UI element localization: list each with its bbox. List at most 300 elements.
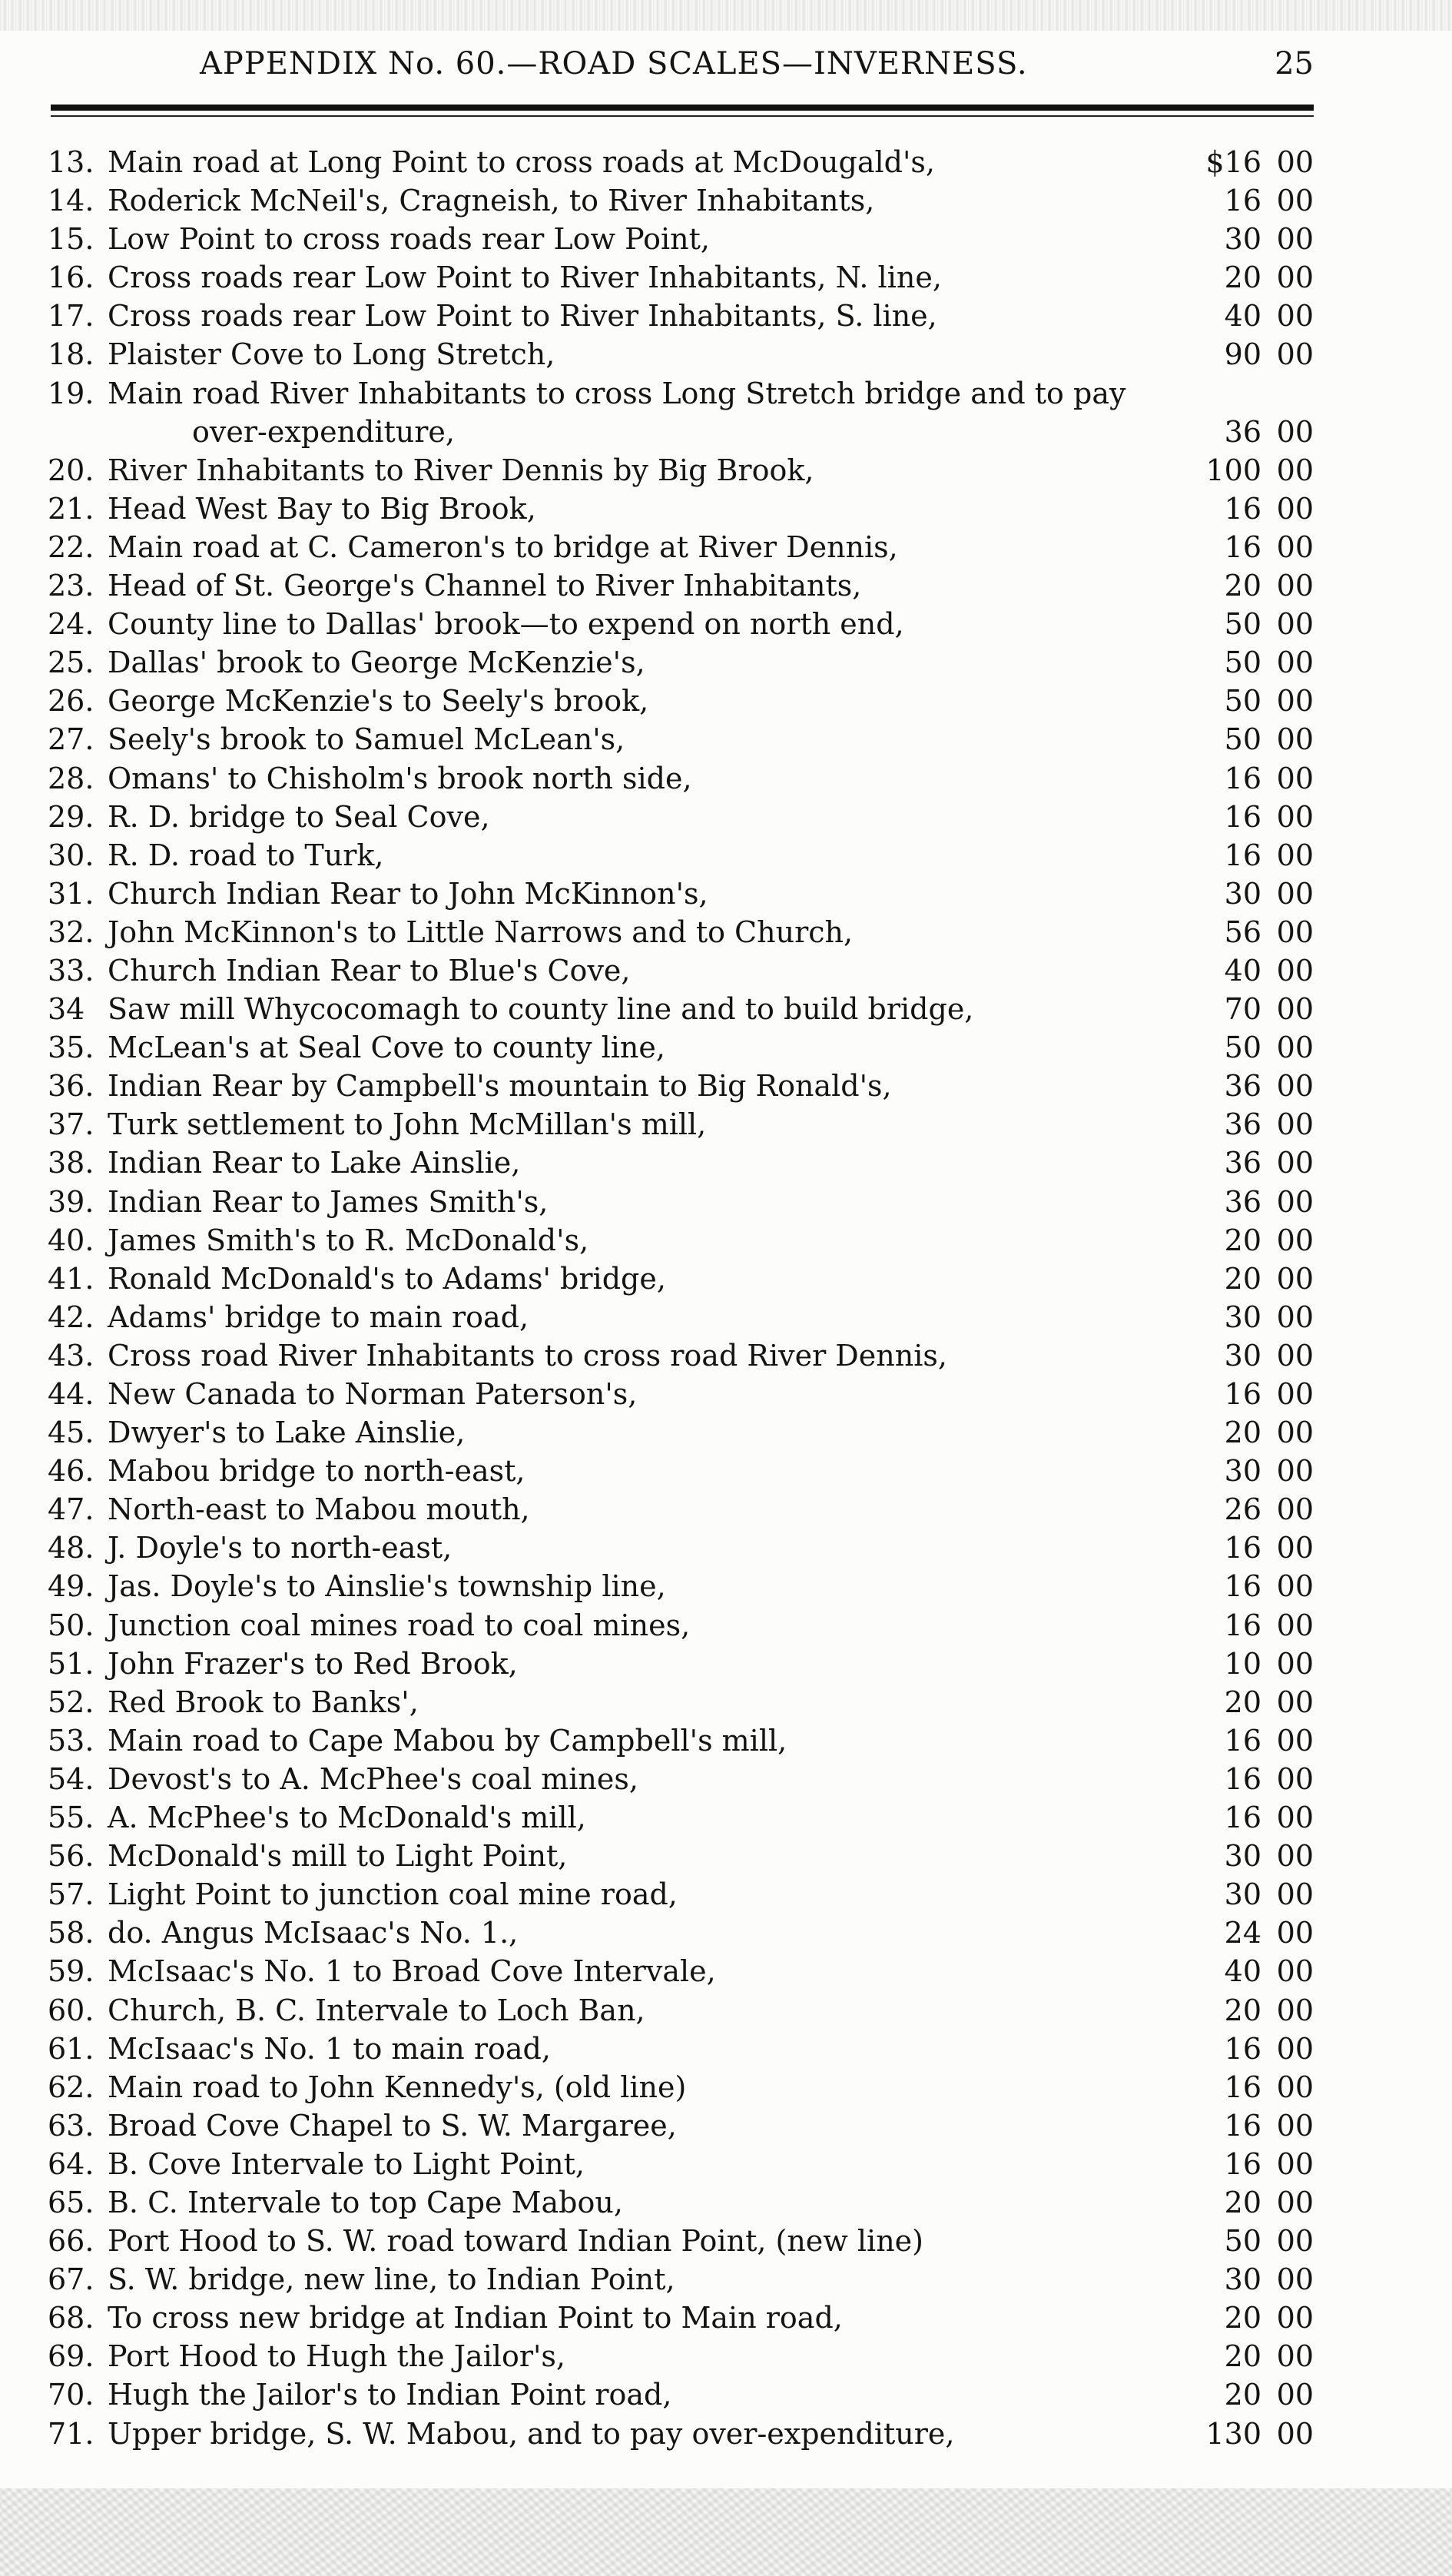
entry-amount-cents: 00: [1276, 1223, 1314, 1257]
entry-number: 62.: [48, 2070, 94, 2104]
entry-number: 27.: [48, 722, 94, 757]
entry-amount-cents: 00: [1276, 1338, 1314, 1373]
entry-description: Main road at C. Cameron's to bridge at River Dennis,: [108, 529, 898, 564]
entry-amount-dollars: 30: [1224, 1877, 1261, 1912]
entry-number: 66.: [48, 2224, 94, 2259]
table-row: [0, 1529, 1452, 1567]
entry-number: 55.: [48, 1801, 94, 1835]
entry-amount-dollars: 20: [1224, 1416, 1261, 1450]
table-row: [0, 1683, 1452, 1721]
entry-amount-dollars: 50: [1224, 722, 1261, 757]
entry-number: 61.: [48, 2031, 94, 2066]
entry-description: Port Hood to S. W. road toward Indian Point, (new line): [108, 2224, 923, 2259]
entry-amount-cents: 00: [1276, 1454, 1314, 1489]
table-row: [0, 1645, 1452, 1683]
header-rule-thick: [51, 105, 1314, 111]
bottom-print-noise: [0, 2488, 1452, 2576]
entry-number: 51.: [48, 1646, 94, 1681]
entry-amount-cents: 00: [1276, 1801, 1314, 1835]
entry-amount-cents: 00: [1276, 2378, 1314, 2412]
table-row: [0, 951, 1452, 990]
table-row: [0, 643, 1452, 682]
header-rule-thin: [51, 115, 1314, 117]
entry-description: James Smith's to R. McDonald's,: [108, 1223, 589, 1257]
entry-description: Low Point to cross roads rear Low Point,: [108, 222, 710, 257]
entry-amount-dollars: 20: [1224, 2339, 1261, 2374]
entry-amount-dollars: 40: [1224, 1954, 1261, 1989]
entry-number: 30.: [48, 838, 94, 872]
entry-description: Devost's to A. McPhee's coal mines,: [108, 1761, 638, 1796]
entry-amount-cents: 00: [1276, 1608, 1314, 1642]
table-row: [0, 1760, 1452, 1798]
entry-number: 42.: [48, 1300, 94, 1334]
entry-amount-cents: 00: [1276, 1300, 1314, 1334]
entry-amount-dollars: 36: [1224, 1146, 1261, 1180]
entry-amount-cents: 00: [1276, 1723, 1314, 1758]
entry-amount-dollars: 20: [1224, 1993, 1261, 2027]
table-row: [0, 1221, 1452, 1260]
entry-amount-dollars: 30: [1224, 2262, 1261, 2297]
entry-amount-dollars: 100: [1205, 453, 1261, 487]
entry-number: 63.: [48, 2108, 94, 2143]
entry-description: Church Indian Rear to Blue's Cove,: [108, 953, 631, 988]
entry-description: Ronald McDonald's to Adams' bridge,: [108, 1261, 666, 1296]
table-row: [0, 1375, 1452, 1413]
entry-description: Church, B. C. Intervale to Loch Ban,: [108, 1993, 645, 2027]
table-row: [0, 1067, 1452, 1105]
entry-amount-cents: 00: [1276, 876, 1314, 911]
entry-amount-dollars: 50: [1224, 2224, 1261, 2259]
header-title: APPENDIX No. 60.—ROAD SCALES—INVERNESS.: [200, 46, 1028, 81]
entry-amount-cents: 00: [1276, 838, 1314, 872]
table-row: [0, 2030, 1452, 2068]
entry-number: 70.: [48, 2378, 94, 2412]
entry-amount-dollars: 30: [1224, 1839, 1261, 1874]
entry-number: 56.: [48, 1839, 94, 1874]
entry-description: McIsaac's No. 1 to Broad Cove Intervale,: [108, 1954, 716, 1989]
entry-number: 23.: [48, 569, 94, 603]
entry-amount-dollars: 16: [1224, 491, 1261, 526]
entry-number: 50.: [48, 1608, 94, 1642]
entry-amount-cents: 00: [1276, 337, 1314, 372]
entry-description: Plaister Cove to Long Stretch,: [108, 337, 555, 372]
table-row: [0, 143, 1452, 181]
table-row: [0, 1105, 1452, 1144]
table-row: [0, 566, 1452, 605]
entry-number: 37.: [48, 1107, 94, 1142]
entry-number: 40.: [48, 1223, 94, 1257]
table-row: [0, 759, 1452, 798]
table-row: [0, 181, 1452, 220]
entry-amount-dollars: 20: [1224, 569, 1261, 603]
entry-amount-dollars: 16: [1224, 184, 1261, 218]
table-row: [0, 990, 1452, 1028]
entry-number: 14.: [48, 184, 94, 218]
entry-amount-cents: 00: [1276, 953, 1314, 988]
entry-description: Indian Rear to Lake Ainslie,: [108, 1146, 521, 1180]
entry-amount-dollars: 36: [1224, 1069, 1261, 1104]
table-row: [0, 490, 1452, 528]
entry-description: Cross roads rear Low Point to River Inhabitants, N. line,: [108, 261, 942, 295]
entry-number: 34: [48, 992, 85, 1027]
entry-amount-dollars: 130: [1205, 2416, 1261, 2451]
entry-amount-dollars: 30: [1224, 876, 1261, 911]
table-row: [0, 1413, 1452, 1452]
entry-amount-dollars: 36: [1224, 414, 1261, 449]
entry-description: Saw mill Whycocomagh to county line and to build bridge,: [108, 992, 974, 1027]
entry-amount-cents: 00: [1276, 1761, 1314, 1796]
entry-description: Main road at Long Point to cross roads at McDougald's,: [108, 145, 935, 179]
table-row: [0, 220, 1452, 258]
entry-number: 15.: [48, 222, 94, 257]
entry-amount-dollars: 16: [1224, 1531, 1261, 1565]
entry-amount-dollars: 16: [1224, 761, 1261, 795]
entry-description: A. McPhee's to McDonald's mill,: [108, 1801, 586, 1835]
entry-description: McDonald's mill to Light Point,: [108, 1839, 568, 1874]
entry-number: 21.: [48, 491, 94, 526]
entry-amount-cents: 00: [1276, 799, 1314, 834]
entry-number: 54.: [48, 1761, 94, 1796]
entry-description: do. Angus McIsaac's No. 1.,: [108, 1916, 519, 1950]
entry-description: Broad Cove Chapel to S. W. Margaree,: [108, 2108, 677, 2143]
entry-number: 18.: [48, 337, 94, 372]
entry-number: 48.: [48, 1531, 94, 1565]
entry-description: George McKenzie's to Seely's brook,: [108, 684, 649, 719]
entry-amount-cents: 00: [1276, 453, 1314, 487]
entry-amount-dollars: 16: [1224, 799, 1261, 834]
entry-number: 57.: [48, 1877, 94, 1912]
entry-description: Red Brook to Banks',: [108, 1685, 419, 1719]
entry-amount-dollars: 90: [1224, 337, 1261, 372]
entry-amount-dollars: 20: [1224, 1685, 1261, 1719]
table-row: [0, 1567, 1452, 1605]
top-print-noise: [0, 0, 1452, 31]
entry-amount-cents: 00: [1276, 2224, 1314, 2259]
entry-description: J. Doyle's to north-east,: [108, 1531, 453, 1565]
entry-amount-dollars: 70: [1224, 992, 1261, 1027]
entry-amount-cents: 00: [1276, 722, 1314, 757]
entry-number: 71.: [48, 2416, 94, 2451]
entry-number: 64.: [48, 2146, 94, 2181]
entry-number: 53.: [48, 1723, 94, 1758]
entry-number: 28.: [48, 761, 94, 795]
entry-description: Dwyer's to Lake Ainslie,: [108, 1416, 466, 1450]
entry-number: 39.: [48, 1184, 94, 1219]
table-row: [0, 1798, 1452, 1837]
entry-description: Cross road River Inhabitants to cross road River Dennis,: [108, 1338, 947, 1373]
entry-number: 16.: [48, 261, 94, 295]
entry-amount-dollars: 16: [1224, 2070, 1261, 2104]
entry-amount-cents: 00: [1276, 569, 1314, 603]
table-row: [0, 720, 1452, 759]
entry-amount-dollars: 24: [1224, 1916, 1261, 1950]
entry-amount-cents: 00: [1276, 1146, 1314, 1180]
entry-amount-cents: 00: [1276, 2339, 1314, 2374]
table-row: [0, 1914, 1452, 1952]
entry-number: 67.: [48, 2262, 94, 2297]
entry-description: Adams' bridge to main road,: [108, 1300, 529, 1334]
table-row: [0, 1875, 1452, 1914]
entry-description: R. D. road to Turk,: [108, 838, 384, 872]
entry-amount-cents: 00: [1276, 414, 1314, 449]
entry-amount-cents: 00: [1276, 1993, 1314, 2027]
entry-amount-dollars: 56: [1224, 915, 1261, 949]
entry-amount-cents: 00: [1276, 607, 1314, 642]
entry-amount-cents: 00: [1276, 299, 1314, 334]
entry-amount-dollars: 26: [1224, 1492, 1261, 1527]
entry-description: R. D. bridge to Seal Cove,: [108, 799, 490, 834]
table-row: [0, 836, 1452, 875]
entry-number: 69.: [48, 2339, 94, 2374]
entry-number: 29.: [48, 799, 94, 834]
entry-number: 68.: [48, 2301, 94, 2335]
entry-amount-dollars: 16: [1224, 529, 1261, 564]
entry-amount-cents: 00: [1276, 646, 1314, 680]
entry-amount-cents: 00: [1276, 1069, 1314, 1104]
entry-amount-cents: 00: [1276, 261, 1314, 295]
entry-number: 60.: [48, 1993, 94, 2027]
entry-number: 36.: [48, 1069, 94, 1104]
entry-amount-dollars: 36: [1224, 1107, 1261, 1142]
table-row: [0, 335, 1452, 373]
entry-amount-cents: 00: [1276, 1184, 1314, 1219]
entry-number: 46.: [48, 1454, 94, 1489]
table-row: [0, 1336, 1452, 1375]
table-row: [0, 1452, 1452, 1490]
entry-number: 45.: [48, 1416, 94, 1450]
entry-amount-dollars: 30: [1224, 222, 1261, 257]
entry-amount-dollars: 16: [1224, 2146, 1261, 2181]
entry-description: Head West Bay to Big Brook,: [108, 491, 536, 526]
table-row: [0, 258, 1452, 297]
entry-number: 25.: [48, 646, 94, 680]
entry-number: 43.: [48, 1338, 94, 1373]
entry-amount-dollars: 20: [1224, 1261, 1261, 1296]
entry-amount-dollars: 16: [1224, 1801, 1261, 1835]
entry-amount-dollars: 50: [1224, 684, 1261, 719]
entry-description: Light Point to junction coal mine road,: [108, 1877, 678, 1912]
table-row: [0, 1298, 1452, 1336]
table-row: [0, 1837, 1452, 1875]
entry-description: Mabou bridge to north-east,: [108, 1454, 525, 1489]
entry-amount-cents: 00: [1276, 1261, 1314, 1296]
table-row: [0, 451, 1452, 490]
table-row: [0, 2183, 1452, 2222]
entry-amount-cents: 00: [1276, 1531, 1314, 1565]
table-row: [0, 1991, 1452, 2030]
entry-amount-cents: 00: [1276, 761, 1314, 795]
entry-amount-dollars: 16: [1224, 1608, 1261, 1642]
entry-description: Hugh the Jailor's to Indian Point road,: [108, 2378, 672, 2412]
table-row: [0, 1144, 1452, 1182]
table-row: [0, 2337, 1452, 2375]
entry-amount-cents: 00: [1276, 1492, 1314, 1527]
entry-amount-cents: 00: [1276, 2416, 1314, 2451]
entry-amount-cents: 00: [1276, 1839, 1314, 1874]
entry-amount-dollars: 50: [1224, 646, 1261, 680]
entry-amount-dollars: 16: [1224, 2108, 1261, 2143]
entry-amount-dollars: 50: [1224, 607, 1261, 642]
table-row: [0, 2415, 1452, 2453]
table-row: [0, 2145, 1452, 2183]
entry-amount-cents: 00: [1276, 491, 1314, 526]
table-row: [0, 297, 1452, 335]
entry-amount-dollars: 20: [1224, 2301, 1261, 2335]
entry-amount-cents: 00: [1276, 1954, 1314, 1989]
entry-description: Cross roads rear Low Point to River Inhabitants, S. line,: [108, 299, 937, 334]
entry-amount-cents: 00: [1276, 1685, 1314, 1719]
entry-number: 22.: [48, 529, 94, 564]
entry-amount-dollars: 16: [1224, 1569, 1261, 1604]
entry-number: 58.: [48, 1916, 94, 1950]
entry-number: 33.: [48, 953, 94, 988]
entry-number: 52.: [48, 1685, 94, 1719]
entry-amount-dollars: 20: [1224, 2378, 1261, 2412]
entry-description: North-east to Mabou mouth,: [108, 1492, 530, 1527]
road-scale-entries: [0, 143, 1452, 2453]
entry-amount-dollars: 16: [1224, 1723, 1261, 1758]
entry-amount-cents: 00: [1276, 1031, 1314, 1065]
entry-amount-dollars: 36: [1224, 1184, 1261, 1219]
entry-amount-dollars: 30: [1224, 1338, 1261, 1373]
entry-description: McLean's at Seal Cove to county line,: [108, 1031, 665, 1065]
entry-description: Main road River Inhabitants to cross Long Stretch bridge and to pay: [108, 376, 1126, 410]
entry-description: John Frazer's to Red Brook,: [108, 1646, 518, 1681]
entry-description: Roderick McNeil's, Cragneish, to River Inhabitants,: [108, 184, 875, 218]
entry-number: 41.: [48, 1261, 94, 1296]
table-row: [0, 2299, 1452, 2337]
entry-amount-dollars: 20: [1224, 261, 1261, 295]
table-row: [0, 2106, 1452, 2145]
entry-amount-cents: 00: [1276, 1377, 1314, 1411]
entry-description: New Canada to Norman Paterson's,: [108, 1377, 638, 1411]
entry-description: Indian Rear to James Smith's,: [108, 1184, 549, 1219]
entry-amount-dollars: 20: [1224, 1223, 1261, 1257]
entry-description: County line to Dallas' brook—to expend on north end,: [108, 607, 904, 642]
entry-amount-cents: 00: [1276, 2301, 1314, 2335]
table-row: [0, 1260, 1452, 1298]
entry-number: 24.: [48, 607, 94, 642]
entry-number: 38.: [48, 1146, 94, 1180]
entry-number: 59.: [48, 1954, 94, 1989]
entry-amount-cents: 00: [1276, 2262, 1314, 2297]
table-row: [0, 913, 1452, 951]
entry-number: 19.: [48, 376, 94, 410]
entry-amount-cents: 00: [1276, 1646, 1314, 1681]
entry-description: Indian Rear by Campbell's mountain to Big Ronald's,: [108, 1069, 892, 1104]
entry-amount-cents: 00: [1276, 2146, 1314, 2181]
entry-amount-cents: 00: [1276, 2185, 1314, 2219]
entry-description: Upper bridge, S. W. Mabou, and to pay over-expenditure,: [108, 2416, 955, 2451]
entry-amount-dollars: 30: [1224, 1300, 1261, 1334]
entry-description-continued: over-expenditure,: [192, 414, 455, 449]
page-header: [54, 40, 1314, 94]
entry-number: 17.: [48, 299, 94, 334]
table-row: [0, 605, 1452, 643]
entry-amount-cents: 00: [1276, 184, 1314, 218]
entry-amount-dollars: 30: [1224, 1454, 1261, 1489]
page-number: 25: [1275, 46, 1314, 81]
entry-description: Port Hood to Hugh the Jailor's,: [108, 2339, 566, 2374]
entry-number: 65.: [48, 2185, 94, 2219]
table-row: [0, 1490, 1452, 1529]
table-row: [0, 875, 1452, 913]
entry-number: 49.: [48, 1569, 94, 1604]
table-row: [0, 528, 1452, 566]
table-row: [0, 2222, 1452, 2260]
entry-description: Seely's brook to Samuel McLean's,: [108, 722, 625, 757]
entry-amount-dollars: 16: [1224, 2031, 1261, 2066]
entry-amount-cents: 00: [1276, 145, 1314, 179]
entry-amount-cents: 00: [1276, 529, 1314, 564]
entry-amount-cents: 00: [1276, 1107, 1314, 1142]
table-row: [0, 1606, 1452, 1645]
entry-amount-dollars: $16: [1205, 145, 1261, 179]
entry-amount-cents: 00: [1276, 1877, 1314, 1912]
entry-amount-cents: 00: [1276, 915, 1314, 949]
entry-amount-dollars: 50: [1224, 1031, 1261, 1065]
entry-amount-cents: 00: [1276, 684, 1314, 719]
entry-description: Dallas' brook to George McKenzie's,: [108, 646, 645, 680]
entry-description: B. C. Intervale to top Cape Mabou,: [108, 2185, 623, 2219]
entry-amount-dollars: 16: [1224, 1761, 1261, 1796]
entry-number: 35.: [48, 1031, 94, 1065]
entry-description: John McKinnon's to Little Narrows and to Church,: [108, 915, 854, 949]
table-row: [0, 682, 1452, 720]
entry-amount-cents: 00: [1276, 992, 1314, 1027]
entry-description: Omans' to Chisholm's brook north side,: [108, 761, 692, 795]
entry-amount-cents: 00: [1276, 1416, 1314, 1450]
table-row: [0, 2068, 1452, 2106]
entry-amount-dollars: 20: [1224, 2185, 1261, 2219]
entry-amount-dollars: 40: [1224, 299, 1261, 334]
entry-description: To cross new bridge at Indian Point to Main road,: [108, 2301, 843, 2335]
table-row: [0, 374, 1452, 451]
entry-number: 44.: [48, 1377, 94, 1411]
table-row: [0, 1028, 1452, 1067]
entry-amount-cents: 00: [1276, 2108, 1314, 2143]
entry-number: 32.: [48, 915, 94, 949]
entry-number: 26.: [48, 684, 94, 719]
entry-amount-cents: 00: [1276, 1569, 1314, 1604]
entry-description: McIsaac's No. 1 to main road,: [108, 2031, 551, 2066]
entry-description: Main road to John Kennedy's, (old line): [108, 2070, 687, 2104]
entry-description: Turk settlement to John McMillan's mill,: [108, 1107, 707, 1142]
entry-number: 13.: [48, 145, 94, 179]
entry-amount-cents: 00: [1276, 2031, 1314, 2066]
entry-amount-dollars: 10: [1224, 1646, 1261, 1681]
entry-amount-dollars: 16: [1224, 1377, 1261, 1411]
entry-description: Jas. Doyle's to Ainslie's township line,: [108, 1569, 666, 1604]
table-row: [0, 1721, 1452, 1760]
entry-description: Head of St. George's Channel to River Inhabitants,: [108, 569, 862, 603]
entry-description: Church Indian Rear to John McKinnon's,: [108, 876, 708, 911]
table-row: [0, 2375, 1452, 2414]
table-row: [0, 798, 1452, 836]
entry-amount-dollars: 16: [1224, 838, 1261, 872]
entry-description: Junction coal mines road to coal mines,: [108, 1608, 691, 1642]
entry-number: 47.: [48, 1492, 94, 1527]
entry-number: 31.: [48, 876, 94, 911]
entry-amount-cents: 00: [1276, 1916, 1314, 1950]
entry-amount-dollars: 40: [1224, 953, 1261, 988]
entry-description: River Inhabitants to River Dennis by Big Brook,: [108, 453, 814, 487]
entry-amount-cents: 00: [1276, 2070, 1314, 2104]
entry-number: 20.: [48, 453, 94, 487]
table-row: [0, 1183, 1452, 1221]
entry-amount-cents: 00: [1276, 222, 1314, 257]
entry-description: S. W. bridge, new line, to Indian Point,: [108, 2262, 675, 2297]
